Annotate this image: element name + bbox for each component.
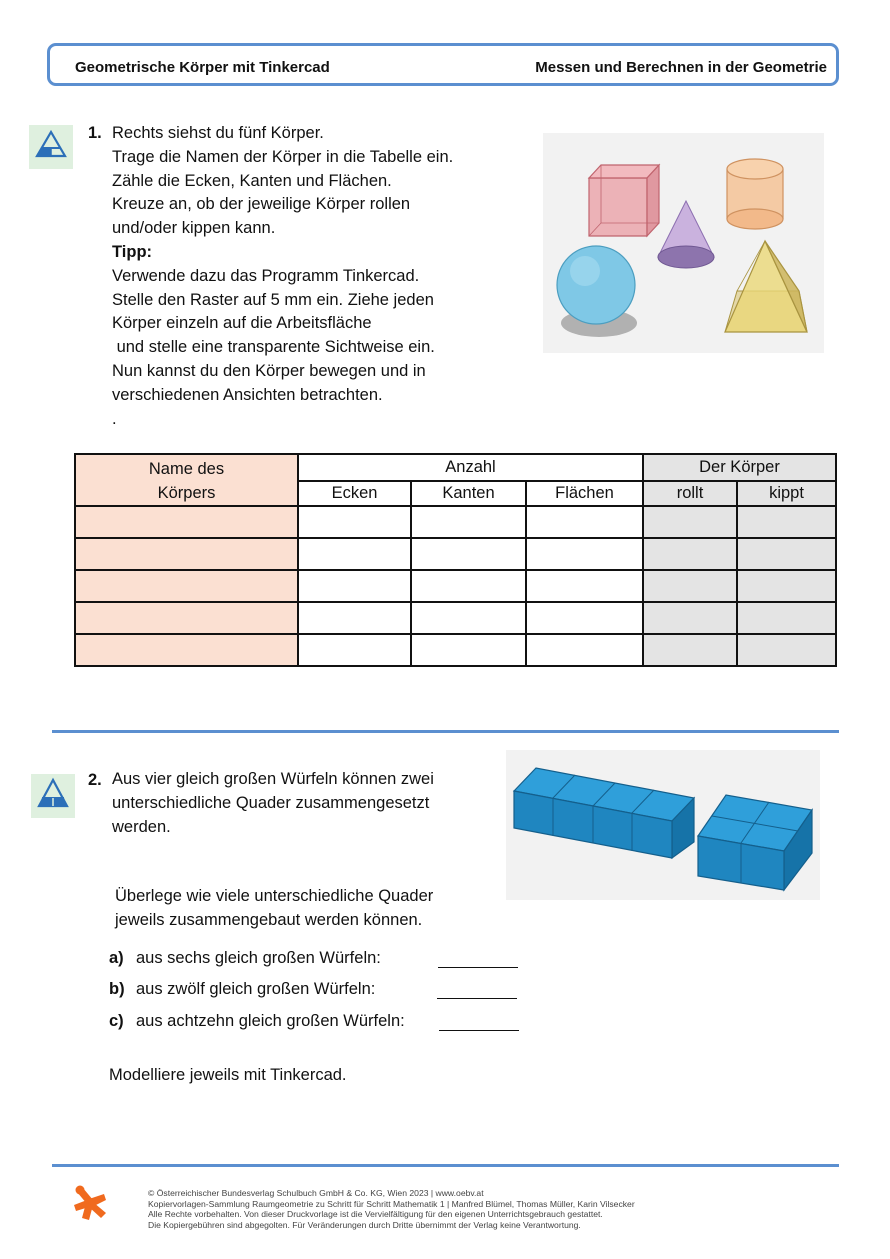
task-1-line: Rechts siehst du fünf Körper. (112, 124, 324, 142)
flaechen-cell[interactable] (526, 506, 643, 538)
tip-label: Tipp: (112, 242, 153, 261)
header-right-title: Messen und Berechnen in der Geometrie (535, 59, 827, 76)
task-2-question (115, 885, 433, 933)
section-divider (52, 730, 839, 733)
kippt-cell[interactable] (737, 570, 836, 602)
name-column-header (75, 454, 298, 506)
name-cell[interactable] (75, 634, 298, 666)
footer-copyright (148, 1188, 635, 1230)
footer-line: © Österreichischer Bundesverlag Schulbuch GmbH & Co. KG, Wien 2023 | www.oebv.at (148, 1188, 484, 1198)
square-cuboid-shape (698, 795, 812, 890)
kanten-cell[interactable] (411, 602, 526, 634)
table-row (75, 602, 836, 634)
name-cell[interactable] (75, 538, 298, 570)
ecken-cell[interactable] (298, 506, 411, 538)
tip-line: Körper einzeln auf die Arbeitsfläche (112, 314, 372, 333)
rollt-cell[interactable] (643, 570, 737, 602)
flaechen-cell[interactable] (526, 538, 643, 570)
body-header: Der Körper (643, 454, 836, 481)
tip-line: Stelle den Raster auf 5 mm ein. Ziehe jeden (112, 290, 434, 309)
table-row (75, 570, 836, 602)
footer-line: Die Kopiergebühren sind abgegolten. Für Veränderungen durch Dritte übernimmt der Verlag keine Verantwortung. (148, 1219, 581, 1230)
five-bodies-illustration (543, 133, 824, 353)
count-header: Anzahl (298, 454, 643, 481)
triangle-levels-icon (29, 125, 73, 169)
name-cell[interactable] (75, 506, 298, 538)
rollt-cell[interactable] (643, 506, 737, 538)
kanten-cell[interactable] (411, 634, 526, 666)
task-2-line: Aus vier gleich großen Würfeln können zwei (112, 770, 434, 788)
task-2-question-line: Überlege wie viele unterschiedliche Quader (115, 887, 434, 905)
oebv-star-logo-icon (71, 1185, 109, 1223)
column-header-flaechen: Flächen (526, 481, 643, 507)
name-header-line1: Name des (148, 460, 225, 478)
sphere-shape (557, 246, 637, 337)
kanten-cell[interactable] (411, 506, 526, 538)
tip-line: . (112, 409, 117, 428)
triangle-levels-icon (31, 774, 75, 818)
header-left-title: Geometrische Körper mit Tinkercad (75, 59, 330, 76)
ecken-cell[interactable] (298, 538, 411, 570)
ecken-cell[interactable] (298, 570, 411, 602)
task-1-line: Kreuze an, ob der jeweilige Körper rollen (112, 195, 411, 214)
pyramid-shape (725, 241, 807, 332)
task-1-line: und/oder kippen kann. (112, 219, 276, 238)
rollt-cell[interactable] (643, 538, 737, 570)
kippt-cell[interactable] (737, 602, 836, 634)
column-header-kanten: Kanten (411, 481, 526, 507)
name-header-line2: Körpers (157, 484, 216, 502)
task-2-item-b-text: aus zwölf gleich großen Würfeln: (136, 980, 376, 998)
table-row (75, 506, 836, 538)
tip-line: verschiedenen Ansichten betrachten. (112, 385, 383, 404)
table-row (75, 634, 836, 666)
publisher-logo (71, 1185, 109, 1223)
answer-line-a[interactable] (438, 951, 518, 968)
cone-shape (658, 201, 714, 268)
task-1-line: Trage die Namen der Körper in die Tabelle ein. (112, 147, 454, 166)
difficulty-level-icon (31, 774, 75, 818)
cube-shape (589, 165, 659, 236)
task-2-item-a (109, 947, 124, 971)
task-1-text (112, 122, 453, 431)
footer-line: Alle Rechte vorbehalten. Von dieser Druckvorlage ist die Vervielfältigung für den eigenen Unterrichtsgebrauch gestattet. (148, 1209, 603, 1219)
task-2-line: unterschiedliche Quader zusammengesetzt (112, 793, 430, 812)
cuboids-illustration (506, 750, 820, 900)
tip-line: Verwende dazu das Programm Tinkercad. (112, 266, 420, 285)
tip-line: und stelle eine transparente Sichtweise ein. (112, 338, 435, 357)
flaechen-cell[interactable] (526, 570, 643, 602)
task-2-item-b (109, 978, 125, 1002)
task-2-item-c-text: aus achtzehn gleich großen Würfeln: (136, 1012, 405, 1030)
item-label: a) (109, 949, 124, 967)
rollt-cell[interactable] (643, 634, 737, 666)
table-row (75, 538, 836, 570)
answer-line-c[interactable] (439, 1014, 519, 1031)
task-2-question-line: jeweils zusammengebaut werden können. (115, 910, 423, 929)
column-header-rollt: rollt (643, 481, 737, 507)
cylinder-shape (727, 159, 783, 229)
rollt-cell[interactable] (643, 602, 737, 634)
ecken-cell[interactable] (298, 634, 411, 666)
task-1-number: 1. (88, 124, 102, 142)
kippt-cell[interactable] (737, 634, 836, 666)
answer-line-b[interactable] (437, 982, 517, 999)
kanten-cell[interactable] (411, 538, 526, 570)
kippt-cell[interactable] (737, 506, 836, 538)
task-2-intro (112, 768, 434, 839)
tip-line: Nun kannst du den Körper bewegen und in (112, 361, 426, 380)
bodies-table (74, 453, 837, 667)
kippt-cell[interactable] (737, 538, 836, 570)
column-header-kippt: kippt (737, 481, 836, 507)
name-cell[interactable] (75, 570, 298, 602)
task-2-closing: Modelliere jeweils mit Tinkercad. (109, 1066, 347, 1084)
task-2-number: 2. (88, 771, 102, 789)
task-2-item-a-text: aus sechs gleich großen Würfeln: (136, 949, 381, 967)
task-2-line: werden. (112, 817, 171, 836)
item-label: b) (109, 980, 125, 998)
flaechen-cell[interactable] (526, 634, 643, 666)
task-1-line: Zähle die Ecken, Kanten und Flächen. (112, 171, 392, 190)
footer-divider (52, 1164, 839, 1167)
ecken-cell[interactable] (298, 602, 411, 634)
kanten-cell[interactable] (411, 570, 526, 602)
item-label: c) (109, 1012, 124, 1030)
long-cuboid-shape (514, 768, 694, 858)
flaechen-cell[interactable] (526, 602, 643, 634)
name-cell[interactable] (75, 602, 298, 634)
footer-line: Kopiervorlagen-Sammlung Raumgeometrie zu Schritt für Schritt Mathematik 1 | Manfred Blümel, Thomas Müller, Karin Vilsecker (148, 1198, 635, 1209)
column-header-ecken: Ecken (298, 481, 411, 507)
difficulty-level-icon (29, 125, 73, 169)
task-2-item-c (109, 1010, 124, 1034)
